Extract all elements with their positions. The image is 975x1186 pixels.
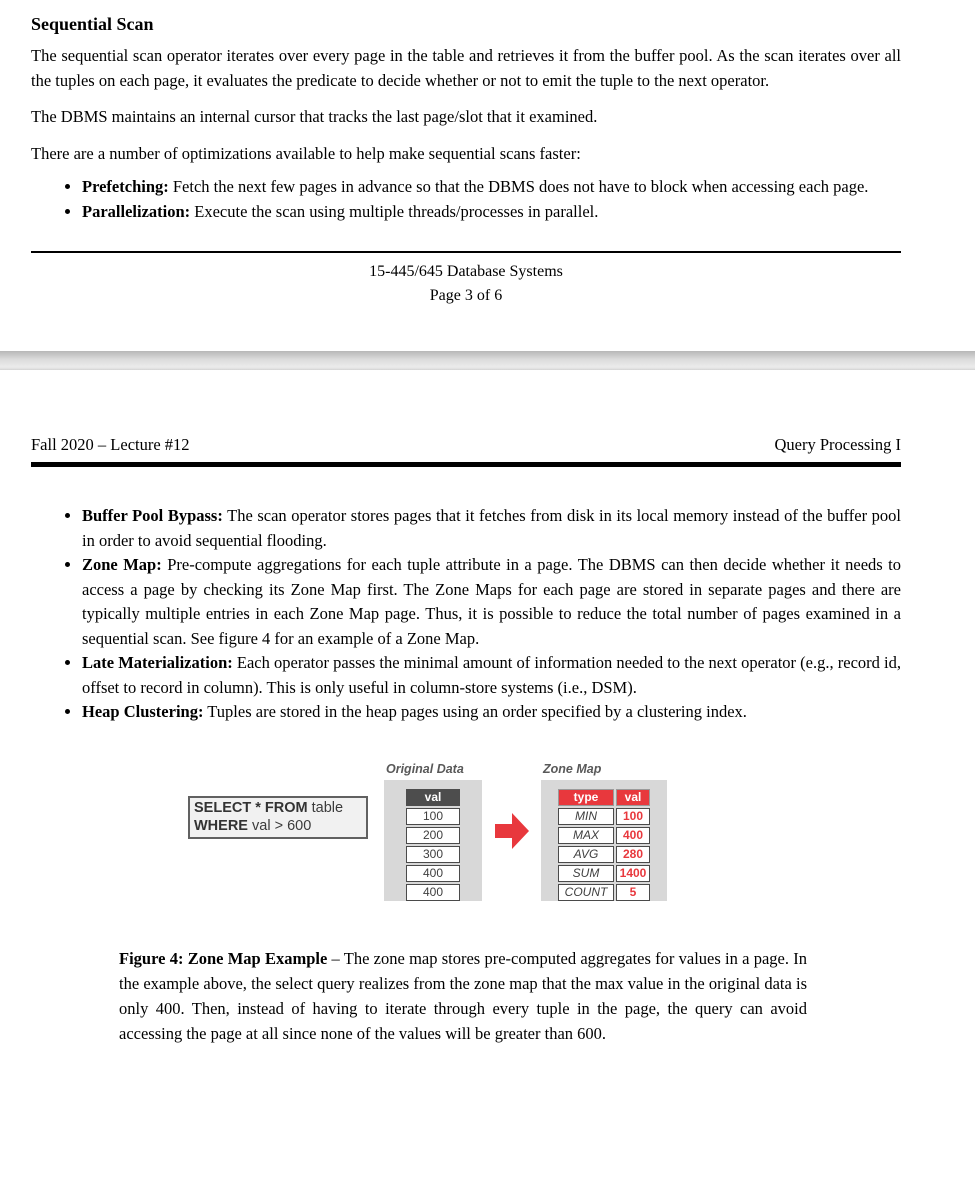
sql-text: val > 600: [247, 817, 312, 834]
table-cell: MIN: [558, 808, 614, 825]
zone-map-table: [558, 789, 650, 901]
page-separator: [0, 351, 975, 370]
zone-map-panel: [541, 780, 667, 901]
table-cell: 200: [406, 827, 460, 844]
table-row: [558, 846, 650, 863]
bullet-term: Zone Map:: [82, 555, 162, 574]
bullet-text: Pre-compute aggregations for each tuple attribute in a page. The DBMS can then decide whether it needs to access a page by checking its Zone Map first. The Zone Maps for each page are stored in separate pages and there are typically multiple entries in each Zone Map page. Thus, it is possible to reduce the total number of pages examined in a sequential scan. See figure 4 for an example of a Zone Map.: [82, 555, 902, 648]
paragraph: The sequential scan operator iterates over every page in the table and retrieves it from the buffer pool. As the scan iterates over all the tuples on each page, it evaluates the predicate to decide whether or not to emit the tuple to the next operator.: [31, 46, 901, 90]
figure-zone-map-example: [188, 763, 901, 901]
bullet-text: Fetch the next few pages in advance so that the DBMS does not have to block when accessing each page.: [172, 177, 869, 196]
table-row: [558, 808, 650, 825]
paragraph: There are a number of optimizations available to help make sequential scans faster:: [31, 143, 581, 163]
bullet-term: Parallelization:: [82, 201, 191, 221]
table-row: [558, 789, 650, 806]
original-data-table: [406, 789, 460, 901]
header-divider: [31, 462, 901, 467]
figure-caption: [119, 946, 807, 1046]
original-data-label: Original Data: [386, 761, 464, 776]
bullet-text: Execute the scan using multiple threads/processes in parallel.: [194, 201, 599, 221]
list-item: [82, 700, 901, 725]
table-row: [558, 884, 650, 901]
list-item: [82, 651, 901, 700]
table-header-cell: val: [616, 789, 650, 806]
bullet-term: Late Materialization:: [82, 653, 233, 672]
list-item: [82, 504, 901, 553]
document-page-4: [0, 435, 975, 1046]
table-header-cell: val: [406, 789, 460, 806]
zone-map-group: [541, 763, 667, 901]
bullet-term: Buffer Pool Bypass:: [82, 506, 223, 525]
sql-keyword: WHERE: [194, 817, 248, 834]
original-data-group: [384, 763, 482, 901]
table-cell: 300: [406, 846, 460, 863]
scan-optimizations-list: [31, 504, 901, 725]
table-cell: SUM: [558, 865, 614, 882]
sql-text: table: [307, 799, 344, 816]
list-item: [82, 553, 901, 651]
header-lecture-label: Fall 2020 – Lecture #12: [31, 435, 190, 454]
footer-divider: [31, 251, 901, 253]
page-footer: [31, 260, 901, 308]
original-data-panel: [384, 780, 482, 901]
footer-course-name: 15-445/645 Database Systems: [369, 263, 563, 280]
table-cell: MAX: [558, 827, 614, 844]
table-row: [558, 865, 650, 882]
table-cell: 1400: [616, 865, 650, 882]
table-cell: 400: [406, 865, 460, 882]
table-cell: 100: [406, 808, 460, 825]
footer-page-number: Page 3 of 6: [429, 287, 503, 304]
caption-title: Figure 4: Zone Map Example: [119, 948, 328, 968]
table-cell: 400: [406, 884, 460, 901]
zone-map-label: Zone Map: [543, 761, 602, 776]
bullet-term: Prefetching:: [82, 177, 169, 196]
list-item: [82, 200, 901, 225]
page-header: [31, 435, 901, 455]
table-cell: COUNT: [558, 884, 614, 901]
document-page-3: [0, 0, 975, 308]
header-topic-label: Query Processing I: [774, 435, 901, 454]
bullet-text: Each operator passes the minimal amount of information needed to the next operator (e.g., record id, offset to record in column). This is only useful in column-store systems (i.e., DSM).: [82, 653, 901, 697]
optimizations-list: [31, 175, 901, 224]
paragraph: The DBMS maintains an internal cursor that tracks the last page/slot that it examined.: [31, 107, 598, 126]
bullet-text: The scan operator stores pages that it fetches from disk in its local memory instead of the buffer pool in order to avoid sequential flooding.: [82, 506, 902, 550]
table-cell: 400: [616, 827, 650, 844]
sql-keyword: SELECT * FROM: [194, 799, 308, 816]
section-title: Sequential Scan: [31, 14, 154, 34]
list-item: [82, 175, 901, 200]
bullet-text: Tuples are stored in the heap pages using an order specified by a clustering index.: [207, 702, 747, 721]
table-cell: 280: [616, 846, 650, 863]
sql-line: [194, 817, 362, 835]
bullet-term: Heap Clustering:: [82, 702, 204, 721]
table-row: [558, 827, 650, 844]
caption-text: – The zone map stores pre-computed aggregates for values in a page. In the example above, the select query realizes from the zone map that the max value in the original data is only 400. Then, instead of having to iterate through every tuple in the page, the query can avoid accessing the page at all since none of the values will be greater than 600.: [119, 948, 807, 1043]
right-block-arrow-icon: [495, 812, 529, 855]
sql-line: [194, 799, 362, 817]
table-cell: 5: [616, 884, 650, 901]
table-cell: 100: [616, 808, 650, 825]
table-header-cell: type: [558, 789, 614, 806]
table-cell: AVG: [558, 846, 614, 863]
sql-query-box: [188, 796, 368, 839]
